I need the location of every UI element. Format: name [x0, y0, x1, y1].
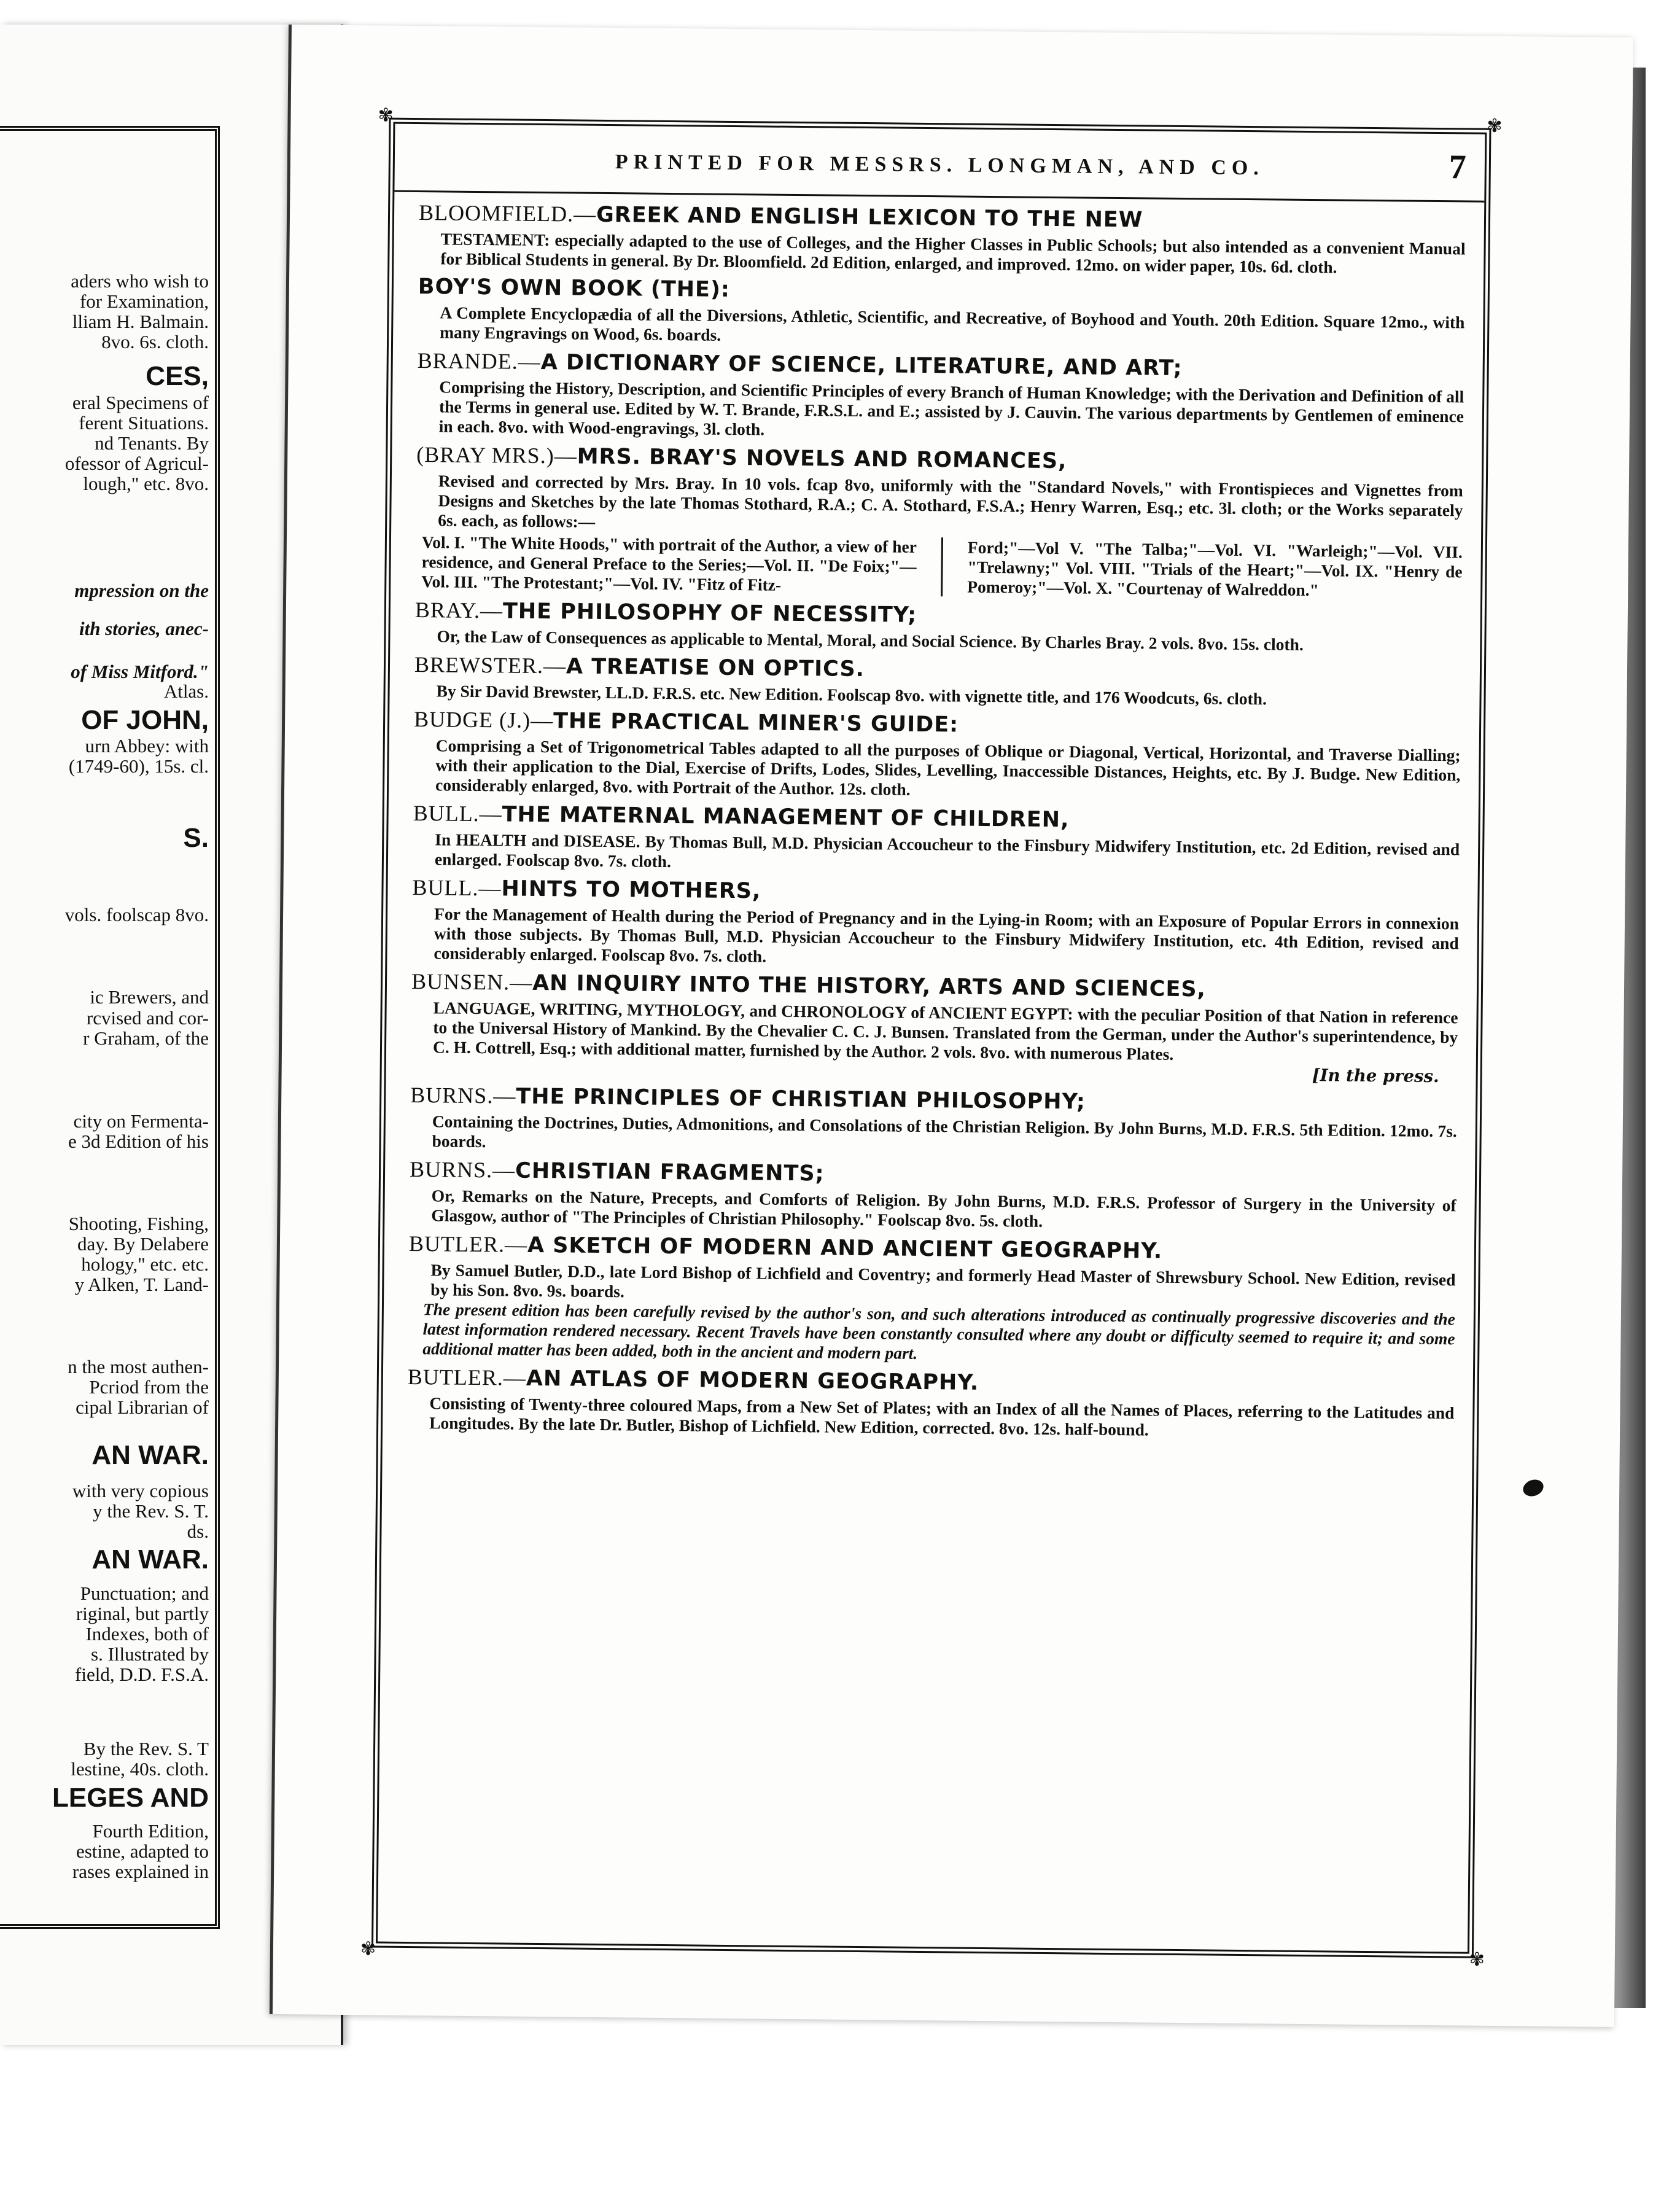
- left-page-line: Atlas.: [163, 680, 209, 702]
- catalogue-entry: [409, 1156, 1456, 1235]
- left-page-line: Fourth Edition,: [92, 1820, 209, 1842]
- left-page-line: lough," etc. 8vo.: [83, 473, 209, 494]
- entry-author: BULL.—: [412, 875, 502, 901]
- left-page-line: AN WAR.: [91, 1440, 209, 1470]
- left-page-line: ds.: [187, 1520, 209, 1542]
- entry-description: For the Management of Health during the Period of Pregnancy and in the Lying-in Room; with an Exposure of Popular Errors in connexion with those subjects. By Thomas Bull, M.D. Physician Accoucheur to the Finsbury Midwifery Institution, etc. 4th Edition, revised and considerably enlarged. Foolscap 8vo. 7s. cloth.: [434, 904, 1460, 966]
- catalogue-entry: [411, 968, 1459, 1086]
- entry-description: Comprising the History, Description, and Scientific Principles of every Branch of Human Knowledge; with the Derivation and Definition of all the Terms in general use. Edited by W. T. Brande, F.R.S.L. and E.; assisted by J. Cauvin. The various departments by Gentlemen of eminence in each. 8vo. with Wood-engravings, 3l. cloth.: [438, 377, 1464, 439]
- entry-title: A DICTIONARY OF SCIENCE, LITERATURE, AND ART;: [540, 349, 1183, 381]
- left-page-line: e 3d Edition of his: [68, 1131, 209, 1152]
- entry-description: Or, Remarks on the Nature, Precepts, and Comforts of Religion. By John Burns, M.D. F.R.S. Professor of Surgery in the University of Glasgow, author of "The Principles of Christian Philosophy." Foolscap 8vo. 5s. cloth.: [431, 1186, 1456, 1231]
- left-page-line: hology," etc. etc.: [81, 1253, 209, 1275]
- left-page-line: ferent Situations.: [79, 412, 209, 434]
- entry-description: By Sir David Brewster, LL.D. F.R.S. etc. New Edition. Foolscap 8vo. with vignette title, and 176 Woodcuts, 6s. cloth.: [436, 681, 1267, 709]
- corner-ornament-icon: ✾: [1469, 1949, 1485, 1971]
- entry-title: MRS. BRAY'S NOVELS AND ROMANCES,: [577, 444, 1067, 474]
- right-page: [270, 25, 1633, 2027]
- entry-description: Containing the Doctrines, Duties, Admonitions, and Consolations of the Christian Religion. By John Burns, M.D. F.R.S. 5th Edition. 12mo. 7s. boards.: [432, 1112, 1457, 1151]
- entry-title: BOY'S OWN BOOK (THE):: [418, 274, 731, 302]
- entry-author: (BRAY MRS.)—: [416, 442, 577, 469]
- left-page-line: n the most authen-: [68, 1356, 209, 1377]
- column-divider: [941, 537, 943, 596]
- left-page-line: with very copious: [72, 1480, 209, 1501]
- entry-description: Comprising a Set of Trigonometrical Tables adapted to all the purposes of Oblique or Diagonal, Vertical, Horizontal, and Traverse Dialling; with their application to the Dial, Exercise of Drifts, Lodes, Slides, Levelling, Inaccessible Distances, Heights, etc. By J. Budge. New Edition, considerably enlarged, 8vo. with Portrait of the Author. 12s. cloth.: [435, 736, 1461, 799]
- entry-title: A SKETCH OF MODERN AND ANCIENT GEOGRAPHY.: [527, 1232, 1163, 1264]
- entry-description: By Samuel Butler, D.D., late Lord Bishop of Lichfield and Coventry; and formerly Head Master of Shrewsbury School. New Edition, revised by his Son. 8vo. 9s. boards.: [430, 1260, 1456, 1301]
- left-page-line: lliam H. Balmain.: [72, 311, 209, 332]
- left-page-line: ofessor of Agricul-: [64, 453, 209, 474]
- volume-list-left: Vol. I. "The White Hoods," with portrait of the Author, a view of her residence, and General Preface to the Series;—Vol. II. "De Foix;"—Vol. III. "The Protestant;"—Vol. IV. "Fitz of Fitz-: [421, 532, 917, 594]
- entry-title: THE PRINCIPLES OF CHRISTIAN PHILOSOPHY;: [516, 1084, 1086, 1115]
- entry-author: BULL.—: [413, 801, 502, 827]
- entry-author: BRAY.—: [414, 598, 504, 623]
- left-page-line: for Examination,: [79, 290, 209, 312]
- left-page-line: Punctuation; and: [80, 1583, 209, 1604]
- entry-author: BRANDE.—: [417, 348, 541, 374]
- left-page-line: ic Brewers, and: [90, 986, 209, 1008]
- catalogue-entry: [410, 1081, 1457, 1161]
- left-page-line: lestine, 40s. cloth.: [71, 1758, 209, 1780]
- left-page-line: riginal, but partly: [76, 1603, 209, 1624]
- entry-author: BUTLER.—: [408, 1231, 528, 1257]
- left-page-line: vols. foolscap 8vo.: [64, 904, 209, 925]
- left-page-line: y the Rev. S. T.: [93, 1500, 209, 1522]
- entry-author: BUNSEN.—: [411, 968, 533, 995]
- entry-author: BURNS.—: [410, 1082, 516, 1108]
- entry-author: BLOOMFIELD.—: [418, 200, 597, 227]
- entry-description: Or, the Law of Consequences as applicable to Mental, Moral, and Social Science. By Charles Bray. 2 vols. 8vo. 15s. cloth.: [437, 626, 1304, 654]
- left-page-line: rcvised and cor-: [86, 1007, 209, 1029]
- left-page-line: aders who wish to: [71, 270, 209, 292]
- left-page-line: AN WAR.: [91, 1544, 209, 1575]
- left-page-line: day. By Delabere: [77, 1233, 209, 1255]
- left-page-line: Shooting, Fishing,: [68, 1213, 209, 1234]
- catalogue-entry: [414, 651, 1461, 711]
- running-head: PRINTED FOR MESSRS. LONGMAN, AND CO.: [615, 150, 1264, 180]
- entry-title: GREEK AND ENGLISH LEXICON TO THE NEW: [596, 202, 1143, 233]
- entry-description: LANGUAGE, WRITING, MYTHOLOGY, and CHRONOLOGY of ANCIENT EGYPT: with the peculiar Position of that Nation in reference to the Universal History of Mankind. By the Chevalier C. C. J. Bunsen. Translated from the German, under the Author's superintendence, by C. H. Cottrell, Esq.; with additional matter, furnished by the Author. 2 vols. 8vo. with numerous Plates.: [432, 998, 1458, 1064]
- entry-title: THE PRACTICAL MINER'S GUIDE:: [553, 709, 959, 738]
- entry-description: TESTAMENT: especially adapted to the use of Colleges, and the Higher Classes in Public Schools; but also intended as a convenient Manual for Biblical Students in general. By Dr. Bloomfield. 2d Edition, enlarged, and improved. 12mo. on wider paper, 10s. 6d. cloth.: [440, 229, 1466, 277]
- left-page-line: CES,: [146, 361, 209, 391]
- corner-ornament-icon: ✾: [360, 1938, 376, 1960]
- edition-note: The present edition has been carefully revised by the author's son, and such alterations introduced as continually progressive discoveries and the latest information rendered necessary. Recent Travels have been constantly consulted where any doubt or difficulty seemed to require it; and some additional matter has been added, both in the ancient and modern part.: [422, 1299, 1456, 1363]
- catalogue-entry: [415, 441, 1463, 601]
- entry-description: In HEALTH and DISEASE. By Thomas Bull, M.D. Physician Accoucheur to the Finsbury Midwifery Institution, etc. 2d Edition, revised and enlarged. Foolscap 8vo. 7s. cloth.: [434, 830, 1460, 871]
- left-page-line: rases explained in: [72, 1861, 209, 1882]
- left-page-line: LEGES AND: [52, 1783, 209, 1813]
- entry-title: HINTS TO MOTHERS,: [501, 876, 761, 904]
- left-page-line: (1749-60), 15s. cl.: [68, 755, 209, 777]
- page-number: 7: [1449, 148, 1467, 187]
- entry-title: THE PHILOSOPHY OF NECESSITY;: [502, 599, 917, 628]
- press-note: [In the press.: [1312, 1065, 1439, 1087]
- entry-description: A Complete Encyclopædia of all the Diversions, Athletic, Scientific, and Recreative, of Boyhood and Youth. 20th Edition. Square 12mo., with many Engravings on Wood, 6s. boards.: [440, 303, 1465, 345]
- catalogue-entry: [417, 347, 1464, 446]
- catalogue-entry: [411, 874, 1459, 973]
- left-page-line: urn Abbey: with: [85, 735, 209, 757]
- left-page-line: estine, adapted to: [76, 1840, 209, 1862]
- volume-list-right: Ford;"—Vol V. "The Talba;"—Vol. VI. "Warleigh;"—Vol. VII. "Trelawny;" Vol. VIII. "Trials of the Heart;"—Vol. IX. "Henry de Pomeroy;"—Vol. X. "Courtenay of Walreddon.": [967, 537, 1463, 600]
- left-page-line: field, D.D. F.S.A.: [75, 1664, 209, 1685]
- catalogue-entry: [418, 199, 1466, 278]
- corner-ornament-icon: ✾: [1487, 115, 1503, 137]
- catalogue-entry: [413, 800, 1460, 879]
- entry-title: AN INQUIRY INTO THE HISTORY, ARTS AND SCIENCES,: [532, 970, 1207, 1002]
- volume-list: [415, 532, 1463, 601]
- left-page-line: nd Tenants. By: [95, 432, 209, 454]
- catalogue-entries: [407, 199, 1466, 1447]
- left-page-line: city on Fermenta-: [73, 1110, 209, 1132]
- entry-title: THE MATERNAL MANAGEMENT OF CHILDREN,: [502, 802, 1070, 833]
- left-page-line: By the Rev. S. T: [83, 1738, 209, 1759]
- catalogue-entry: [407, 1363, 1455, 1443]
- entry-title: CHRISTIAN FRAGMENTS;: [515, 1158, 825, 1186]
- catalogue-entry: [414, 596, 1462, 656]
- left-page-line: cipal Librarian of: [76, 1396, 209, 1418]
- left-page-line: ith stories, anec-: [79, 618, 209, 639]
- catalogue-entry: [418, 273, 1465, 352]
- left-page-line: S.: [183, 823, 209, 853]
- entry-description: Consisting of Twenty-three coloured Maps, from a New Set of Plates; with an Index of all the Names of Places, referring to the Latitudes and Longitudes. By the late Dr. Butler, Bishop of Lichfield. New Edition, corrected. 8vo. 12s. half-bound.: [429, 1393, 1455, 1439]
- left-page-line: mpression on the: [74, 580, 209, 601]
- entry-author: BREWSTER.—: [414, 652, 567, 679]
- left-page-line: OF JOHN,: [81, 705, 209, 735]
- entry-title: A TREATISE ON OPTICS.: [566, 654, 865, 682]
- left-page-line: r Graham, of the: [83, 1027, 209, 1049]
- left-page-line: 8vo. 6s. cloth.: [101, 331, 209, 352]
- entry-title: AN ATLAS OF MODERN GEOGRAPHY.: [526, 1366, 979, 1395]
- catalogue-entry: [413, 706, 1461, 804]
- left-page-line: Pcriod from the: [89, 1376, 209, 1398]
- page-border: [360, 104, 1503, 1971]
- catalogue-entry: [408, 1230, 1456, 1368]
- left-page-line: of Miss Mitford.": [71, 661, 209, 682]
- entry-author: BUTLER.—: [407, 1364, 527, 1390]
- corner-ornament-icon: ✾: [378, 104, 394, 127]
- entry-author: BUDGE (J.)—: [413, 707, 554, 733]
- entry-description: Revised and corrected by Mrs. Bray. In 10 vols. fcap 8vo, uniformly with the "Standard Novels," with Frontispieces and Vignettes from Designs and Sketches by the late Thomas Stothard, R.A.; C. A. Stothard, F.S.A.; Henry Warren, Esq.; etc. 3l. cloth; or the Works separately 6s. each, as follows:—: [438, 471, 1463, 531]
- left-page-line: eral Specimens of: [72, 392, 209, 413]
- entry-author: BURNS.—: [409, 1156, 516, 1183]
- left-page-line: Indexes, both of: [85, 1623, 209, 1645]
- left-page-line: y Alken, T. Land-: [74, 1274, 209, 1295]
- left-page-line: s. Illustrated by: [91, 1643, 209, 1665]
